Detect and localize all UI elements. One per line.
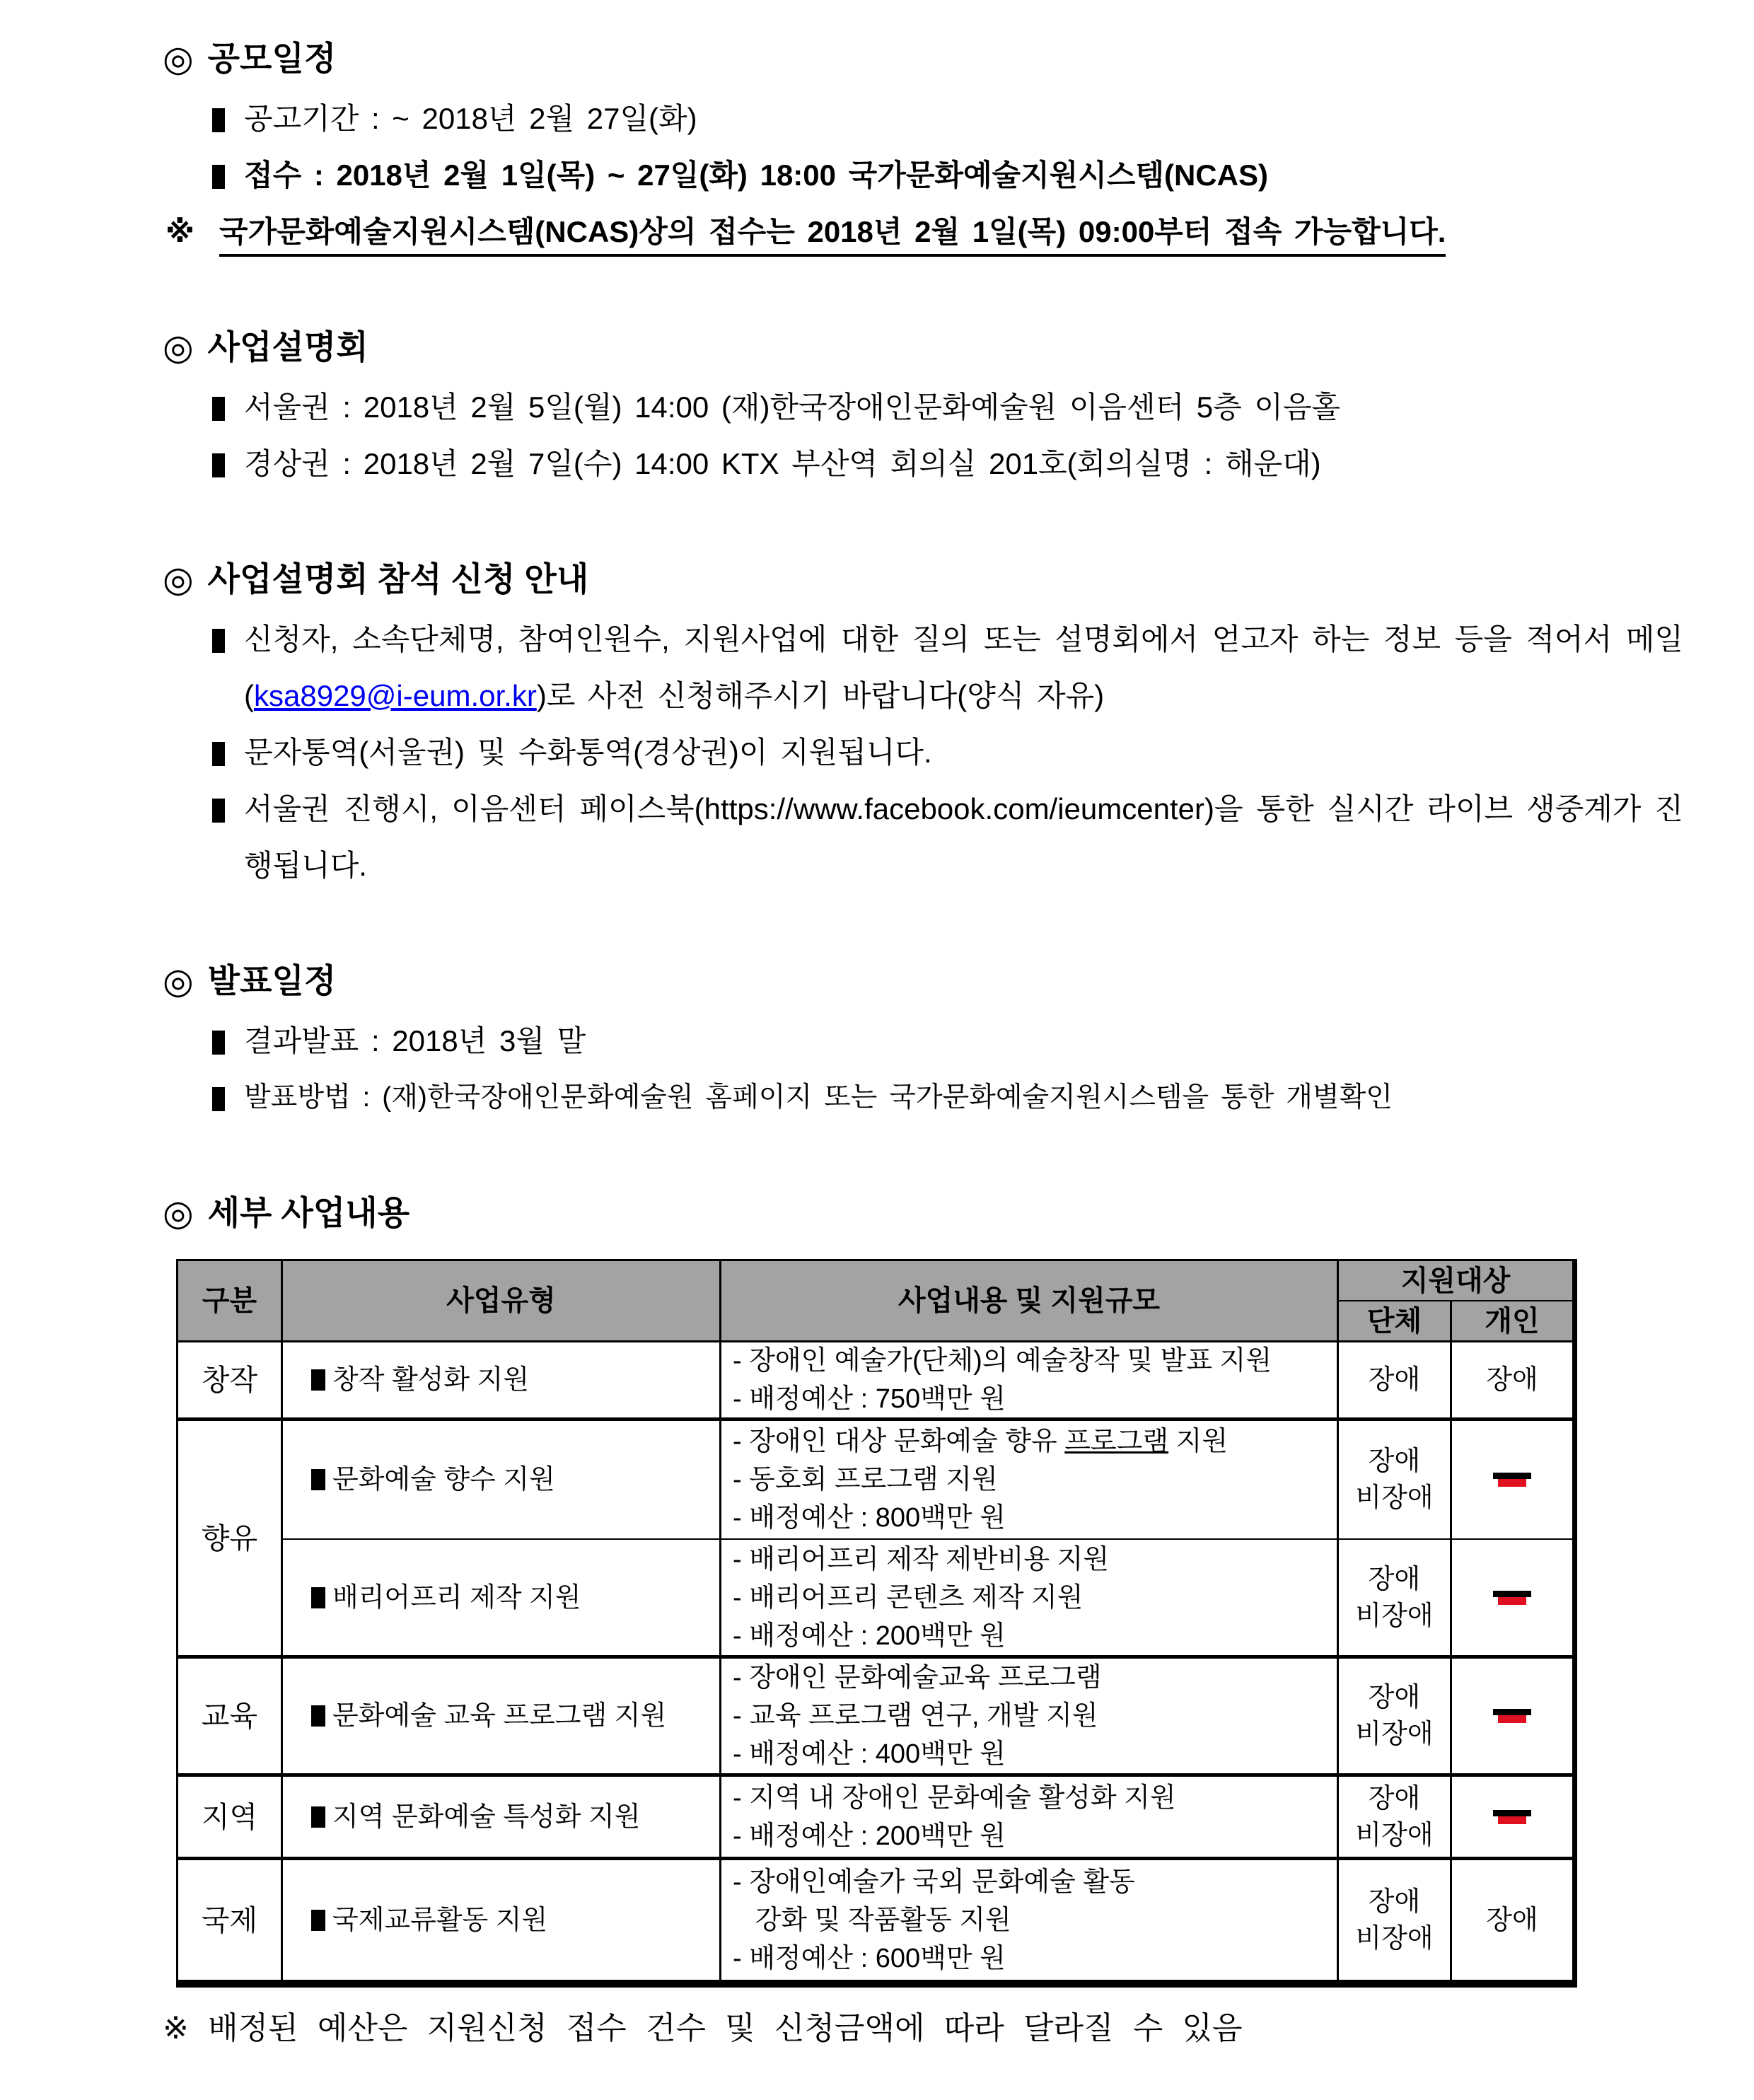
section-heading [163, 959, 1683, 1003]
table-cell-detail [721, 1860, 1339, 1980]
table-header-type: 사업유형 [283, 1261, 721, 1342]
section-3 [163, 557, 1683, 894]
type-label: 국제교류활동 지원 [332, 1905, 548, 1935]
red-dash-icon [1493, 1810, 1531, 1824]
detail-line: - 배정예산 : 800백만 원 [733, 1503, 1006, 1533]
dash-black-bar [1493, 1473, 1531, 1479]
double-circle-icon: ◎ [163, 961, 194, 1001]
bullet-item [163, 91, 1683, 147]
dash-red-bar [1498, 1715, 1526, 1723]
table-cell-detail [721, 1342, 1339, 1421]
table-cell-category: 국제 [178, 1860, 283, 1980]
square-bullet-icon [311, 1369, 325, 1391]
type-label: 지역 문화예술 특성화 지원 [332, 1802, 641, 1832]
reference-mark-icon: ※ [165, 215, 194, 248]
detail-line: - 배정예산 : 750백만 원 [733, 1384, 1006, 1414]
red-dash-icon [1493, 1709, 1531, 1723]
item-text: 접수 : 2018년 2월 1일(목) ~ 27일(화) 18:00 국가문화예술지원시스템(NCAS) [244, 158, 1268, 192]
bullet-item [163, 436, 1683, 492]
red-dash-icon [1493, 1591, 1531, 1605]
table-header-detail: 사업내용 및 지원규모 [721, 1261, 1339, 1342]
detail-line: - 지역 내 장애인 문화예술 활성화 지원 [733, 1782, 1176, 1813]
section-heading [163, 325, 1683, 369]
item-text: 신청자, 소속단체명, 참여인원수, 지원사업에 대한 질의 또는 설명회에서 얻고자 하는 정보 등을 적어서 메일(ksa8929@i-eum.or.kr)로 사전 신청해주시기 바랍니다(양식 자유) [244, 622, 1683, 712]
email-link[interactable]: ksa8929@i-eum.or.kr [254, 679, 537, 712]
dash-red-bar [1498, 1816, 1526, 1824]
section-items [163, 1013, 1683, 1126]
detail-line: - 배리어프리 제작 제반비용 지원 [733, 1544, 1110, 1574]
table-cell-type [283, 1342, 721, 1421]
square-bullet-icon [311, 1910, 325, 1931]
red-dash-icon [1493, 1473, 1531, 1487]
item-text: 결과발표 : 2018년 3월 말 [244, 1024, 586, 1057]
table-cell-target-org [1339, 1777, 1452, 1860]
section-title: 세부 사업내용 [207, 1194, 410, 1231]
bullet-square-icon [212, 1087, 225, 1111]
bullet-item [163, 724, 1683, 781]
item-text: 발표방법 : (재)한국장애인문화예술원 홈페이지 또는 국가문화예술지원시스템을 통한 개별확인 [244, 1082, 1393, 1113]
table-cell-target-ind [1452, 1860, 1572, 1980]
square-bullet-icon [311, 1587, 325, 1608]
double-circle-icon: ◎ [163, 559, 194, 599]
item-text: 문자통역(서울권) 및 수화통역(경상권)이 지원됩니다. [244, 736, 932, 769]
detail-line: - 배정예산 : 600백만 원 [733, 1943, 1006, 1973]
table-cell-target-ind [1452, 1777, 1572, 1860]
note-item [163, 204, 1683, 260]
dash-red-bar [1498, 1597, 1526, 1605]
table-header-target-org: 단체 [1339, 1301, 1452, 1342]
underlined-word: 프로그램 [1064, 1427, 1169, 1456]
table-cell-type [283, 1540, 721, 1659]
section-heading [163, 557, 1683, 601]
section-1 [163, 37, 1683, 260]
section-title: 발표일정 [207, 962, 337, 999]
dash-black-bar [1493, 1709, 1531, 1715]
double-circle-icon: ◎ [163, 327, 194, 367]
table-cell-target-ind [1452, 1659, 1572, 1777]
org-line: 장애 [1368, 1783, 1421, 1814]
item-text: 서울권 : 2018년 2월 5일(월) 14:00 (재)한국장애인문화예술원 이음센터 5층 이음홀 [244, 390, 1341, 424]
detail-line: - 교육 프로그램 연구, 개발 지원 [733, 1701, 1098, 1731]
type-label: 문화예술 향수 지원 [332, 1465, 555, 1495]
section-items [163, 611, 1683, 894]
org-line: 비장애 [1355, 1483, 1434, 1513]
table-cell-detail [721, 1421, 1339, 1540]
detail-line: - 장애인 문화예술교육 프로그램 [733, 1663, 1102, 1693]
section-heading [163, 1191, 1683, 1235]
table-cell-target-org [1339, 1540, 1452, 1659]
table-cell-target-org [1339, 1421, 1452, 1540]
section-heading [163, 37, 1683, 81]
square-bullet-icon [311, 1705, 325, 1727]
table-cell-detail [721, 1659, 1339, 1777]
table-cell-target-org [1339, 1860, 1452, 1980]
bullet-square-icon [212, 453, 225, 477]
table-header-category: 구분 [178, 1261, 283, 1342]
org-line: 비장애 [1355, 1719, 1434, 1749]
type-label: 배리어프리 제작 지원 [332, 1582, 581, 1613]
bullet-square-icon [212, 742, 225, 766]
bullet-item [163, 611, 1683, 724]
org-line: 장애 [1368, 1446, 1421, 1476]
table-cell-category: 창작 [178, 1342, 283, 1421]
section-2 [163, 325, 1683, 492]
table-cell-target-org [1339, 1342, 1452, 1421]
org-line: 비장애 [1355, 1820, 1434, 1850]
double-circle-icon: ◎ [163, 1193, 194, 1233]
section-items [163, 379, 1683, 492]
detail-line: - 배정예산 : 200백만 원 [733, 1821, 1006, 1851]
item-text: 경상권 : 2018년 2월 7일(수) 14:00 KTX 부산역 회의실 201호(회의실명 : 해운대) [244, 447, 1321, 480]
square-bullet-icon [311, 1806, 325, 1828]
type-label: 문화예술 교육 프로그램 지원 [332, 1701, 667, 1731]
bullet-item [163, 379, 1683, 436]
detail-line: - 장애인 대상 문화예술 향유 프로그램 지원 [733, 1427, 1229, 1456]
bullet-item [163, 781, 1683, 894]
item-text: 서울권 진행시, 이음센터 페이스북(https://www.facebook.com/ieumcenter)을 통한 실시간 라이브 생중계가 진행됩니다. [244, 792, 1683, 882]
item-text: 국가문화예술지원시스템(NCAS)상의 접수는 2018년 2월 1일(목) 09:00부터 접속 가능합니다. [219, 211, 1446, 257]
ind-line: 장애 [1486, 1905, 1538, 1935]
bullet-item [163, 1069, 1683, 1126]
bullet-item [163, 1013, 1683, 1069]
section-title: 사업설명회 참석 신청 안내 [207, 560, 589, 598]
detail-line: - 동호회 프로그램 지원 [733, 1465, 998, 1495]
table-header-target: 지원대상 [1339, 1261, 1572, 1301]
bullet-square-icon [212, 1031, 225, 1055]
double-circle-icon: ◎ [163, 39, 194, 79]
detail-line: - 장애인예술가 국외 문화예술 활동 [733, 1867, 1135, 1897]
table-cell-type [283, 1659, 721, 1777]
type-label: 창작 활성화 지원 [332, 1365, 530, 1395]
table-cell-detail [721, 1540, 1339, 1659]
detail-line: - 배리어프리 콘텐츠 제작 지원 [733, 1582, 1084, 1613]
org-line: 장애 [1368, 1564, 1421, 1594]
org-line: 장애 [1368, 1886, 1421, 1917]
bullet-square-icon [212, 629, 225, 653]
detail-line: - 배정예산 : 400백만 원 [733, 1739, 1006, 1769]
table-cell-type [283, 1777, 721, 1860]
table-cell-category: 향유 [178, 1421, 283, 1659]
section-title: 사업설명회 [207, 328, 368, 366]
dash-black-bar [1493, 1810, 1531, 1816]
bullet-square-icon [212, 397, 225, 421]
bullet-square-icon [212, 108, 225, 132]
section-4 [163, 959, 1683, 1126]
table-cell-type [283, 1860, 721, 1980]
detail-line: - 장애인 예술가(단체)의 예술창작 및 발표 지원 [733, 1346, 1272, 1376]
section-items [163, 91, 1683, 260]
org-line: 장애 [1368, 1683, 1421, 1712]
bullet-item [163, 147, 1683, 204]
table-cell-target-org [1339, 1659, 1452, 1777]
table-cell-target-ind [1452, 1421, 1572, 1540]
org-line: 비장애 [1355, 1601, 1434, 1631]
bullet-square-icon [212, 165, 225, 189]
table-cell-target-ind [1452, 1540, 1572, 1659]
section-title: 공모일정 [207, 40, 337, 77]
item-text: 공고기간 : ~ 2018년 2월 27일(화) [244, 102, 697, 135]
detail-line: - 배정예산 : 200백만 원 [733, 1620, 1006, 1651]
bullet-square-icon [212, 799, 225, 823]
section-5 [163, 1191, 1683, 1235]
org-line: 장애 [1368, 1365, 1421, 1395]
org-line: 비장애 [1355, 1923, 1434, 1954]
table-footnote: ※ 배정된 예산은 지원신청 접수 건수 및 신청금액에 따라 달라질 수 있음 [163, 2011, 1243, 2046]
dash-black-bar [1493, 1591, 1531, 1597]
detail-line: 강화 및 작품활동 지원 [733, 1905, 1011, 1935]
table-cell-category: 지역 [178, 1777, 283, 1860]
table-cell-type [283, 1421, 721, 1540]
table-header-target-ind: 개인 [1452, 1301, 1572, 1342]
dash-red-bar [1498, 1479, 1526, 1487]
program-table [176, 1259, 1577, 1988]
ind-line: 장애 [1486, 1365, 1538, 1395]
square-bullet-icon [311, 1469, 325, 1490]
table-cell-category: 교육 [178, 1659, 283, 1777]
table-cell-target-ind [1452, 1342, 1572, 1421]
table-cell-detail [721, 1777, 1339, 1860]
